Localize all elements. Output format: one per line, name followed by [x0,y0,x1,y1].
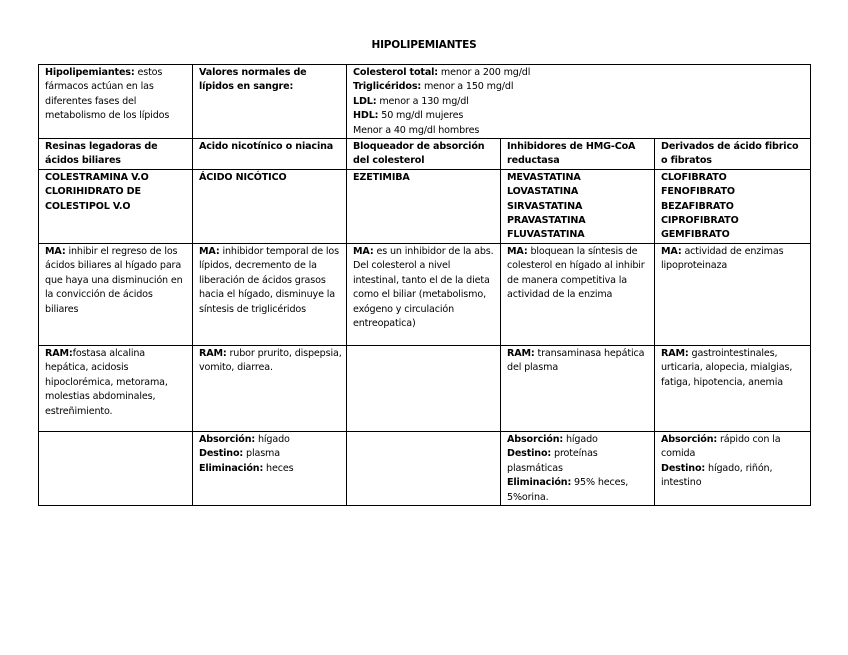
header-cell [193,139,347,170]
table-row [39,169,811,243]
value-line [353,95,806,109]
drug-name: GEMFIBRATO [661,229,730,241]
value-label: LDL: [353,95,377,107]
pk-label: Destino: [199,448,244,460]
drug-name: SIRVASTATINA [507,200,583,212]
ram-text: fostasa alcalina hepática, acidosis hipoclorémica, metorama, molestias abdominales, estreñimiento. [45,347,168,417]
pk-line [199,433,342,447]
pk-line [199,462,342,476]
pk-cell [193,431,347,505]
header-bloqueador: Bloqueador de absorción del colesterol [353,141,485,167]
ma-text: inhibidor temporal de los lípidos, decremento de la liberación de ácidos grasos hacia el hígado, disminuye la síntesis de triglicéridos [199,245,339,315]
pk-text: plasma [243,448,280,460]
drug-name: MEVASTATINA [507,171,581,183]
ram-text: rubor prurito, dispepsia, vomito, diarrea. [199,347,342,374]
drug-name: COLESTRAMINA V.O [45,171,149,183]
header-cell [347,139,501,170]
drug-name: CLOFIBRATO [661,171,727,183]
pk-line [661,462,806,491]
header-estatinas: Inhibidores de HMG-CoA reductasa [507,141,636,167]
ram-cell [193,345,347,431]
ma-label: MA: [45,245,66,257]
drugs-cell [347,169,501,243]
ma-text: inhibir el regreso de los ácidos biliares al hígado para que haya una disminución en la convicción de ácidos biliares [45,245,183,315]
ram-text: transaminasa hepática del plasma [507,347,645,374]
ram-cell [501,345,655,431]
definition-cell [39,65,193,139]
pk-text: rápido con la comida [661,433,781,460]
header-cell [655,139,811,170]
drug-name: ÁCIDO NICÓTICO [199,171,287,183]
drug-name: CLORIHIDRATO DE [45,186,141,198]
table-row [39,345,811,431]
pk-text: hígado [255,433,290,445]
value-text: menor a 150 mg/dl [421,81,514,93]
pk-text: proteínas plasmáticas [507,448,598,474]
pk-label: Eliminación: [199,462,264,474]
table-row [39,431,811,505]
pk-cell [501,431,655,505]
pk-label: Absorción: [199,433,256,445]
value-text: menor a 200 mg/dl [438,67,531,78]
ma-text: bloquean la síntesis de colesterol en hígado al inhibir de manera competitiva la actividad de la enzima [507,245,645,301]
ma-label: MA: [507,245,528,257]
pk-label: Absorción: [661,433,718,445]
ma-cell [193,243,347,345]
ma-label: MA: [353,245,374,257]
ram-label: RAM: [199,347,227,359]
ma-label: MA: [661,245,682,257]
drug-name: FENOFIBRATO [661,186,735,198]
ram-cell [39,345,193,431]
drug-name: CIPROFIBRATO [661,215,739,227]
pk-text: heces [263,462,294,474]
pk-label: Destino: [661,462,706,474]
document-title: HIPOLIPEMIANTES [371,39,477,51]
drug-name: EZETIMIBA [353,171,410,183]
ma-cell [39,243,193,345]
drug-name: COLESTIPOL V.O [45,200,131,212]
ma-cell [501,243,655,345]
hipolipemiantes-table [38,64,811,506]
ma-label: MA: [199,245,220,257]
ram-cell-empty [347,345,501,431]
table-row [39,139,811,170]
value-line [353,80,806,94]
ma-cell [655,243,811,345]
table-row [39,243,811,345]
value-text: menor a 130 mg/dl [376,95,469,107]
drugs-cell [501,169,655,243]
value-line [353,66,806,80]
drug-name: LOVASTATINA [507,186,579,198]
drug-name: BEZAFIBRATO [661,200,734,212]
normal-values-heading-cell [193,65,347,139]
drugs-cell [193,169,347,243]
pk-label: Destino: [507,448,552,460]
normal-values-heading: Valores normales de lípidos en sangre: [199,67,307,93]
value-line [353,124,806,138]
value-text: 50 mg/dl mujeres [378,110,464,122]
value-text: Menor a 40 mg/dl hombres [353,124,480,136]
pk-text: hígado, riñón, intestino [661,462,773,489]
pk-text: 95% heces, 5%orina. [507,477,629,503]
header-fibratos: Derivados de ácido fibrico o fibratos [661,141,799,167]
definition-text: estos fármacos actúan en las diferentes fases del metabolismo de los lípidos [45,67,170,122]
definition-label: Hipolipemiantes: [45,67,135,78]
normal-values-cell [347,65,811,139]
header-resinas: Resinas legadoras de ácidos biliares [45,141,158,167]
ram-label: RAM: [45,347,73,359]
table-row [39,65,811,139]
header-cell [501,139,655,170]
pk-cell [655,431,811,505]
drug-name: PRAVASTATINA [507,215,586,227]
ram-text: gastrointestinales, urticaria, alopecia, mialgias, fatiga, hipotencia, anemia [661,347,793,388]
value-label: HDL: [353,110,379,122]
ram-cell [655,345,811,431]
pk-cell-empty [347,431,501,505]
pk-label: Absorción: [507,433,564,445]
header-cell [39,139,193,170]
drugs-cell [39,169,193,243]
pk-label: Eliminación: [507,477,572,489]
pk-text: hígado [563,433,598,445]
ram-label: RAM: [661,347,689,359]
pk-line [507,476,650,505]
header-niacina: Acido nicotínico o niacina [199,141,334,153]
pk-line [661,433,806,462]
pk-cell-empty [39,431,193,505]
value-line [353,109,806,123]
pk-line [507,447,650,476]
drug-name: FLUVASTATINA [507,229,585,241]
drugs-cell [655,169,811,243]
ma-text: es un inhibidor de la abs. Del colesterol a nivel intestinal, tanto el de la dieta como el biliar (metabolismo, exógeno y circulación entreopatica) [353,245,494,329]
pk-line [507,433,650,447]
ma-cell [347,243,501,345]
value-label: Triglicéridos: [353,81,422,93]
ram-label: RAM: [507,347,535,359]
ma-text: actividad de enzimas lipoproteinaza [661,245,784,272]
pk-line [199,447,342,461]
value-label: Colesterol total: [353,67,438,78]
